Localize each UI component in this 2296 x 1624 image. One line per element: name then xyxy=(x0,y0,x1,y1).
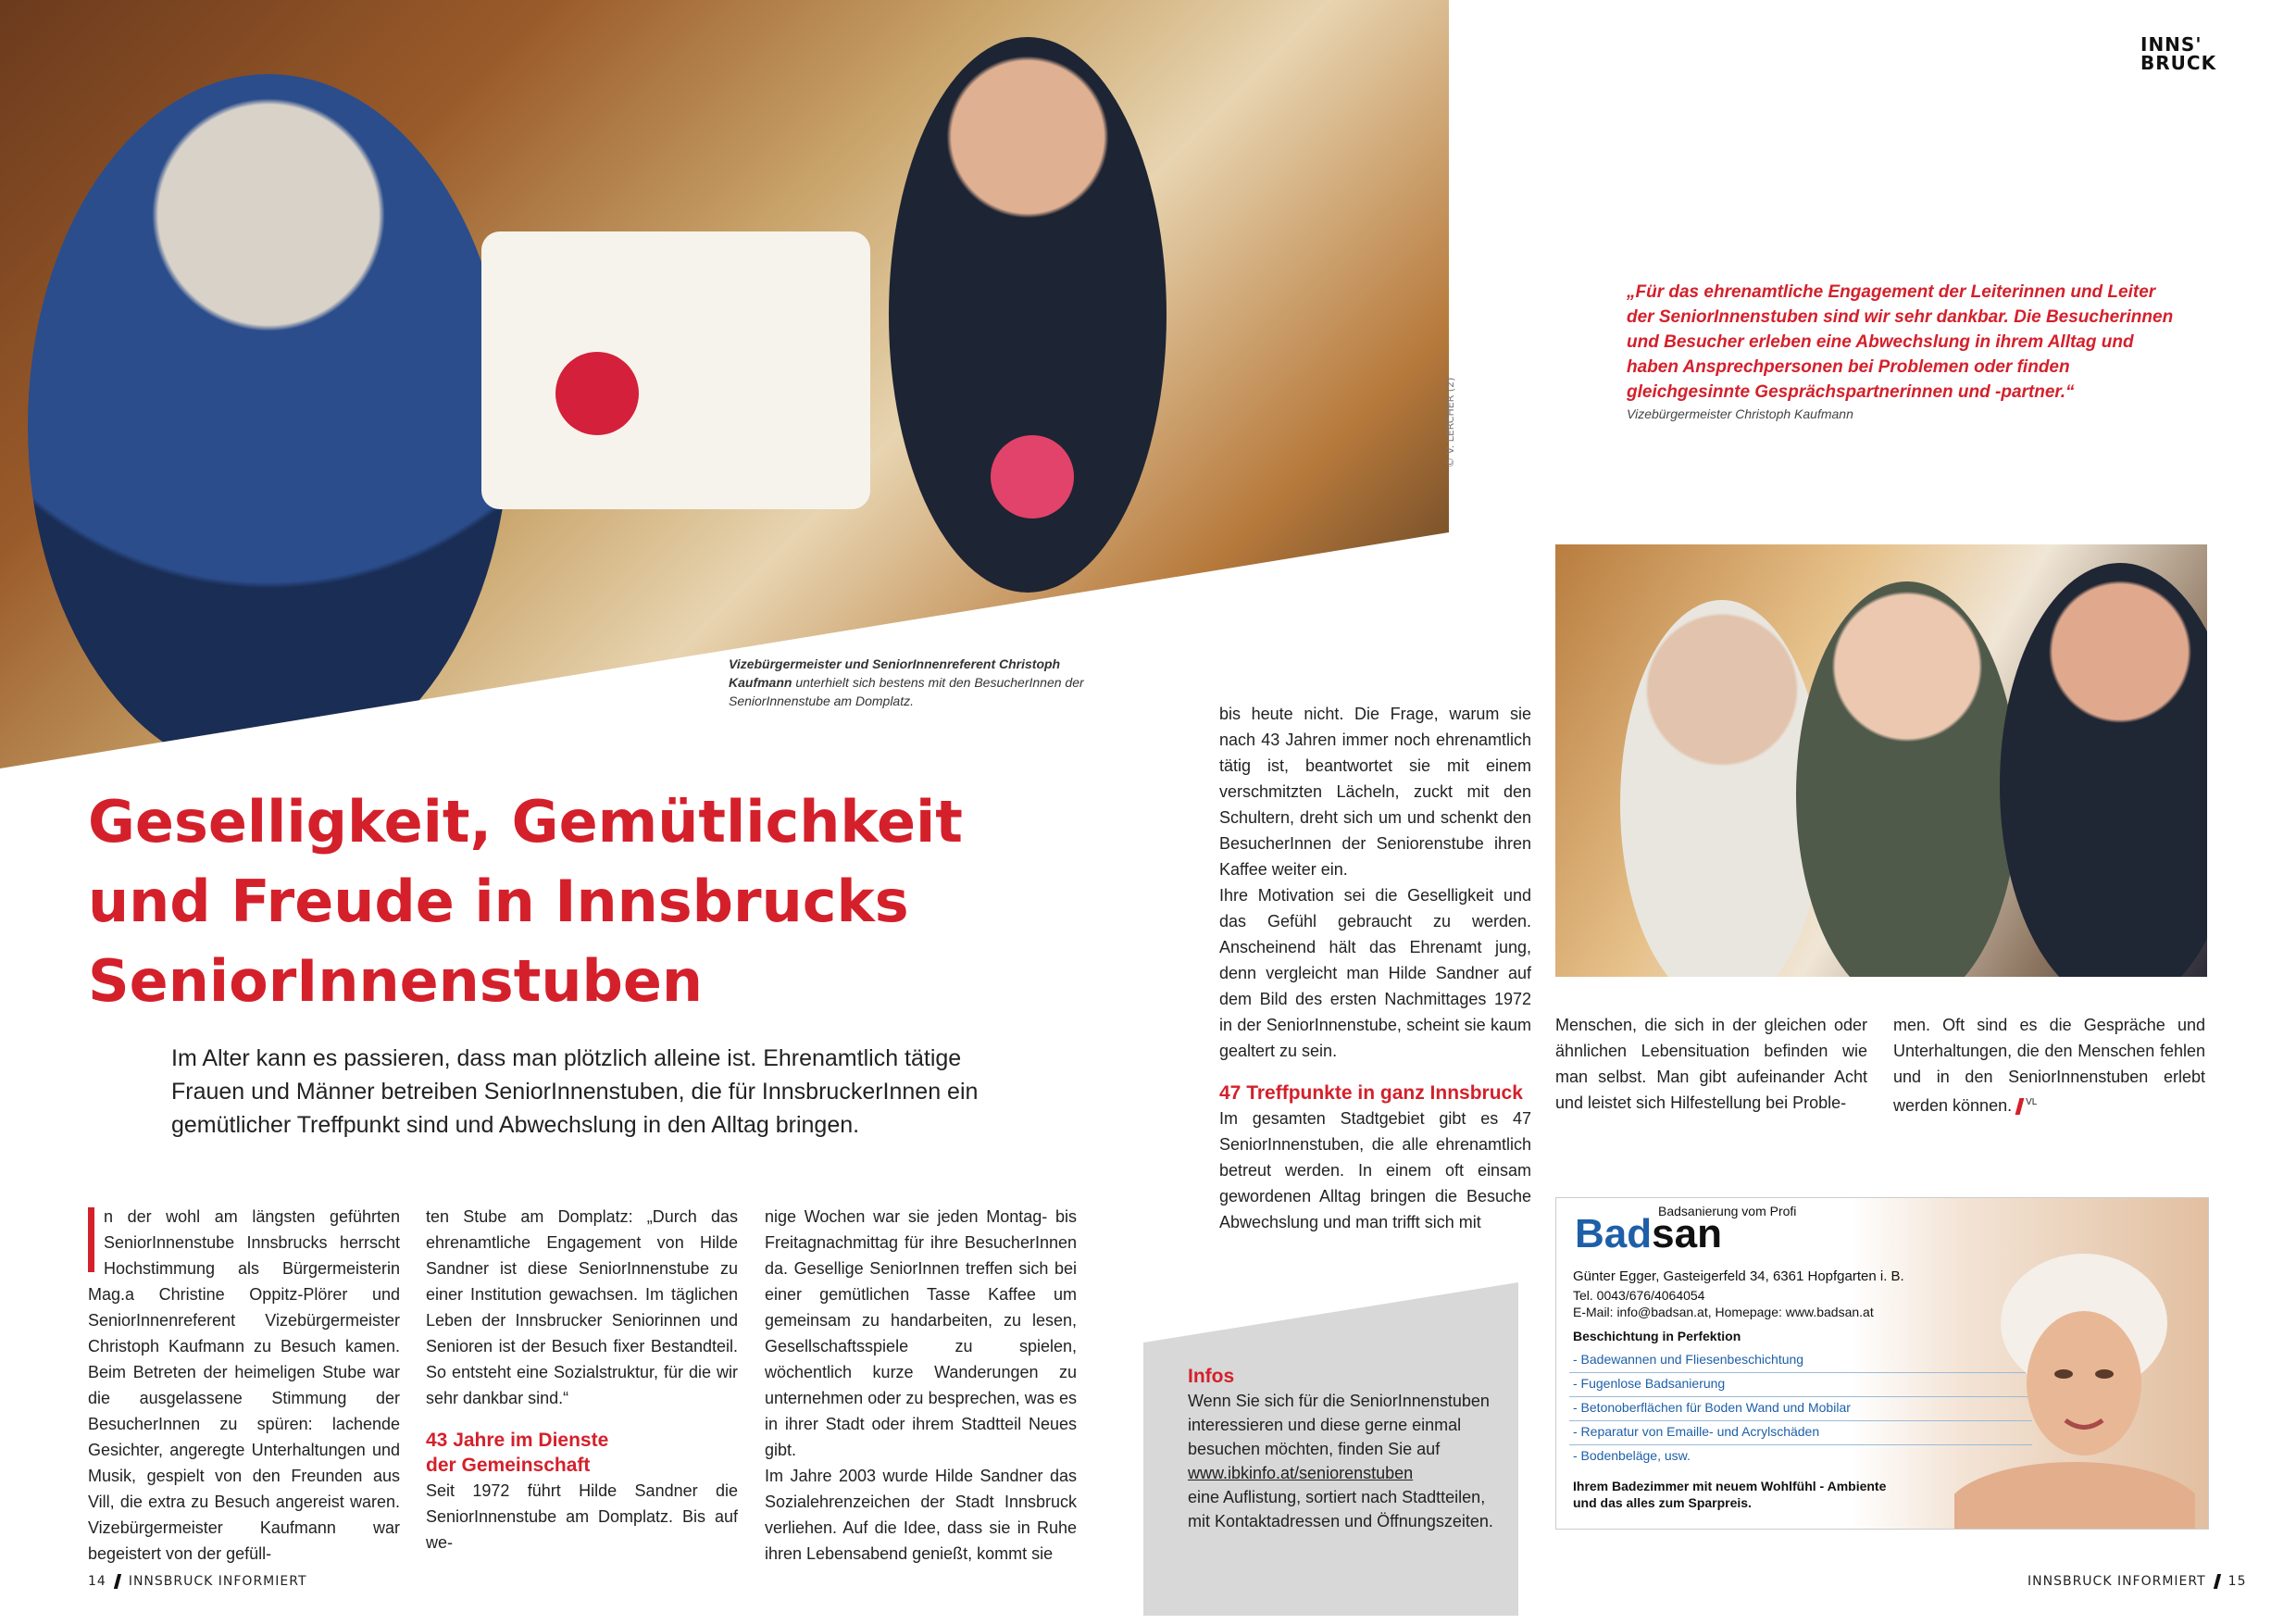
column6-body: men. Oft sind es die Gespräche und Unterhaltungen, die den Menschen fehlen und in den SeniorInnenstuben erlebt werden können. xyxy=(1893,1016,2205,1115)
page-number-left: 14 xyxy=(88,1574,106,1589)
column3-text: nige Wochen war sie jeden Montag- bis Freitagnachmittag für ihre BesucherInnen da. Gesellige SeniorInnen treffen sich bei einer gemütlichen Tasse Kaffee um gemeinsam zu handarbeiten, zu lesen, Gesellschaftsspiele zu spielen, wöchentlich kurze Wanderungen zu unternehmen oder zu besprechen, was es in ihrer Stadt oder ihrem Stadtteil Neues gibt. xyxy=(765,1207,1077,1459)
footer-slash xyxy=(2214,1574,2221,1589)
ad-phone: Tel. 0043/676/4064054 xyxy=(1573,1288,1705,1303)
article-column-5 xyxy=(1555,1012,1867,1116)
article-column-1 xyxy=(88,1204,400,1567)
footer-slash xyxy=(114,1574,121,1589)
innsbruck-logo xyxy=(2140,35,2216,72)
quote-source: Vizebürgermeister Christoph Kaufmann xyxy=(1627,406,1853,421)
ad-item-3: - Betonoberflächen für Boden Wand und Mobilar xyxy=(1573,1400,1851,1415)
end-mark xyxy=(2015,1098,2025,1115)
ad-address: Günter Egger, Gasteigerfeld 34, 6361 Hopfgarten i. B. xyxy=(1573,1268,1904,1284)
photo-credit: © V. LERCHER (2) xyxy=(1444,377,1456,468)
subheading-47-treffpunkte: 47 Treffpunkte in ganz Innsbruck xyxy=(1219,1082,1523,1104)
ad-tagline: Badsanierung vom Profi xyxy=(1658,1204,1797,1218)
subheading-line2: der Gemeinschaft xyxy=(426,1455,591,1476)
column4-text-3: Im gesamten Stadtgebiet gibt es 47 SeniorInnenstuben, die alle ehrenamtlich betreut werden. In einem oft einsam gewordenen Alltag bringen die Besuche Abwechslung und man trifft sich mit xyxy=(1219,1109,1531,1231)
column4-text: bis heute nicht. Die Frage, warum sie nach 43 Jahren immer noch ehrenamtlich tätig ist, beantwortet sie mit einem verschmitzten Lächeln, zuckt mit den Schultern, dreht sich um und schenkt den BesucherInnen der Seniorenstube ihren Kaffee weiter ein. xyxy=(1219,705,1531,879)
author-initials: VL xyxy=(2026,1097,2038,1107)
ad-email: E-Mail: info@badsan.at, Homepage: www.badsan.at xyxy=(1573,1305,1874,1319)
ad-footer-2: und das alles zum Sparpreis. xyxy=(1573,1495,1752,1510)
headline-line3: SeniorInnenstuben xyxy=(88,947,704,1015)
column2-text-2: Seit 1972 führt Hilde Sandner die SeniorInnenstube am Domplatz. Bis auf we- xyxy=(426,1481,738,1552)
subheading-43-jahre xyxy=(426,1428,738,1478)
footer-label-left: INNSBRUCK INFORMIERT xyxy=(128,1574,307,1589)
ad-item-5: - Bodenbeläge, usw. xyxy=(1573,1448,1691,1463)
headline-line2: und Freude in Innsbrucks xyxy=(88,868,909,935)
main-photo xyxy=(0,0,1449,768)
pull-quote: „Für das ehrenamtliche Engagement der Leiterinnen und Leiter der SeniorInnenstuben sind wir sehr dankbar. Die Besucherinnen und Besucher erleben eine Abwechslung in ihrem Alltag und haben Ansprechpersonen bei Problemen oder finden gleichgesinnte Gesprächspartnerinnen und -partner.“ xyxy=(1627,282,2174,402)
column2-text: ten Stube am Domplatz: „Durch das ehrenamtliche Engagement von Hilde Sandner ist diese SeniorInnenstube zu einer Institution gewachsen. Im täglichen Leben der Innsbrucker Seniorinnen und Senioren ist der Besuch fixer Bestandteil. So entsteht eine Sozialstruktur, für die wir sehr dankbar sind.“ xyxy=(426,1207,738,1407)
ad-item-2: - Fugenlose Badsanierung xyxy=(1573,1376,1726,1391)
logo-line2: BRUCK xyxy=(2140,52,2217,74)
drop-cap-bar xyxy=(88,1207,94,1272)
ad-footer-1: Ihrem Badezimmer mit neuem Wohlfühl - Ambiente xyxy=(1573,1479,1887,1493)
article-headline xyxy=(88,782,1014,1021)
article-lead: Im Alter kann es passieren, dass man plötzlich alleine ist. Ehrenamtlich tätige Frauen und Männer betreiben SeniorInnenstuben, die für InnsbruckerInnen ein gemütlicher Treffpunkt sind und Abwechslung in den Alltag bringen. xyxy=(171,1045,979,1138)
ad-brand-bad: Bad xyxy=(1575,1211,1653,1256)
ad-item-4: - Reparatur von Emaille- und Acrylschäden xyxy=(1573,1424,1820,1439)
badsan-advertisement[interactable] xyxy=(1555,1197,2209,1530)
subheading-line1: 43 Jahre im Dienste xyxy=(426,1430,609,1451)
photo-caption xyxy=(729,655,1099,710)
info-link[interactable]: www.ibkinfo.at/seniorenstuben xyxy=(1188,1464,1414,1482)
info-text-2: eine Auflistung, sortiert nach Stadtteilen, mit Kontaktadressen und Öffnungszeiten. xyxy=(1188,1488,1493,1530)
page-number-right: 15 xyxy=(2227,1574,2247,1589)
caption-rest: unterhielt sich bestens mit den BesucherInnen der SeniorInnenstube am Domplatz. xyxy=(729,675,1084,708)
ad-item-1: - Badewannen und Fliesenbeschichtung xyxy=(1573,1352,1804,1367)
footer-label-right: INNSBRUCK INFORMIERT xyxy=(2028,1574,2206,1589)
column1-text: n der wohl am längsten geführten SeniorInnenstube Innsbrucks herrscht Hochstimmung als Bürgermeisterin Mag.a Christine Oppitz-Plörer und SeniorInnenreferent Vizebürgermeister Christoph Kaufmann zu Besuch kamen. Beim Betreten der heimeligen Stube war die ausgelassene Stimmung der BesucherInnen zu spüren: lachende Gesichter, angeregte Unterhaltungen und Musik, gespielt von den Freunden aus Vill, die extra zu Besuch angereist waren. Vizebürgermeister Kaufmann war begeistert von der gefüll- xyxy=(88,1207,400,1563)
info-text xyxy=(1188,1389,1493,1533)
article-column-3 xyxy=(765,1204,1077,1567)
footer-left xyxy=(88,1574,307,1589)
ad-brand-san: san xyxy=(1652,1211,1722,1256)
headline-line1: Geselligkeit, Gemütlichkeit xyxy=(88,788,963,856)
article-column-6 xyxy=(1893,1012,2205,1118)
caption-bold: Vizebürgermeister und SeniorInnenreferent Christoph Kaufmann xyxy=(729,656,1061,690)
footer-right xyxy=(2028,1574,2247,1589)
info-title: Infos xyxy=(1188,1366,1235,1387)
article-column-4 xyxy=(1219,701,1531,1235)
seniors-photo xyxy=(1555,544,2207,977)
logo-line1: INNS' xyxy=(2140,33,2202,56)
ad-model-image xyxy=(1954,1235,2195,1530)
ad-brand xyxy=(1575,1211,1722,1257)
column4-text-2: Ihre Motivation sei die Geselligkeit und das Gefühl gebraucht zu werden. Anscheinend hält das Ehrenamt jung, denn vergleicht man Hilde Sandner auf dem Bild des ersten Nachmittages 1972 in der SeniorInnenstube, scheint sie kaum gealtert zu sein. xyxy=(1219,886,1531,1060)
ad-heading: Beschichtung in Perfektion xyxy=(1573,1329,1741,1343)
article-column-2 xyxy=(426,1204,738,1555)
column6-text xyxy=(1893,1012,2205,1118)
column5-text: Menschen, die sich in der gleichen oder ähnlichen Lebensituation befinden wie man selbst. Man gibt aufeinander Acht und leistet sich Hilfestellung bei Proble- xyxy=(1555,1016,1867,1112)
info-text-1: Wenn Sie sich für die SeniorInnenstuben interessieren und diese gerne einmal besuchen möchten, finden Sie auf xyxy=(1188,1392,1490,1458)
column3-text-2: Im Jahre 2003 wurde Hilde Sandner das Sozialehrenzeichen der Stadt Innsbruck verliehen. Auf die Idee, dass sie in Ruhe ihren Lebensabend genießt, kommt sie xyxy=(765,1467,1077,1563)
